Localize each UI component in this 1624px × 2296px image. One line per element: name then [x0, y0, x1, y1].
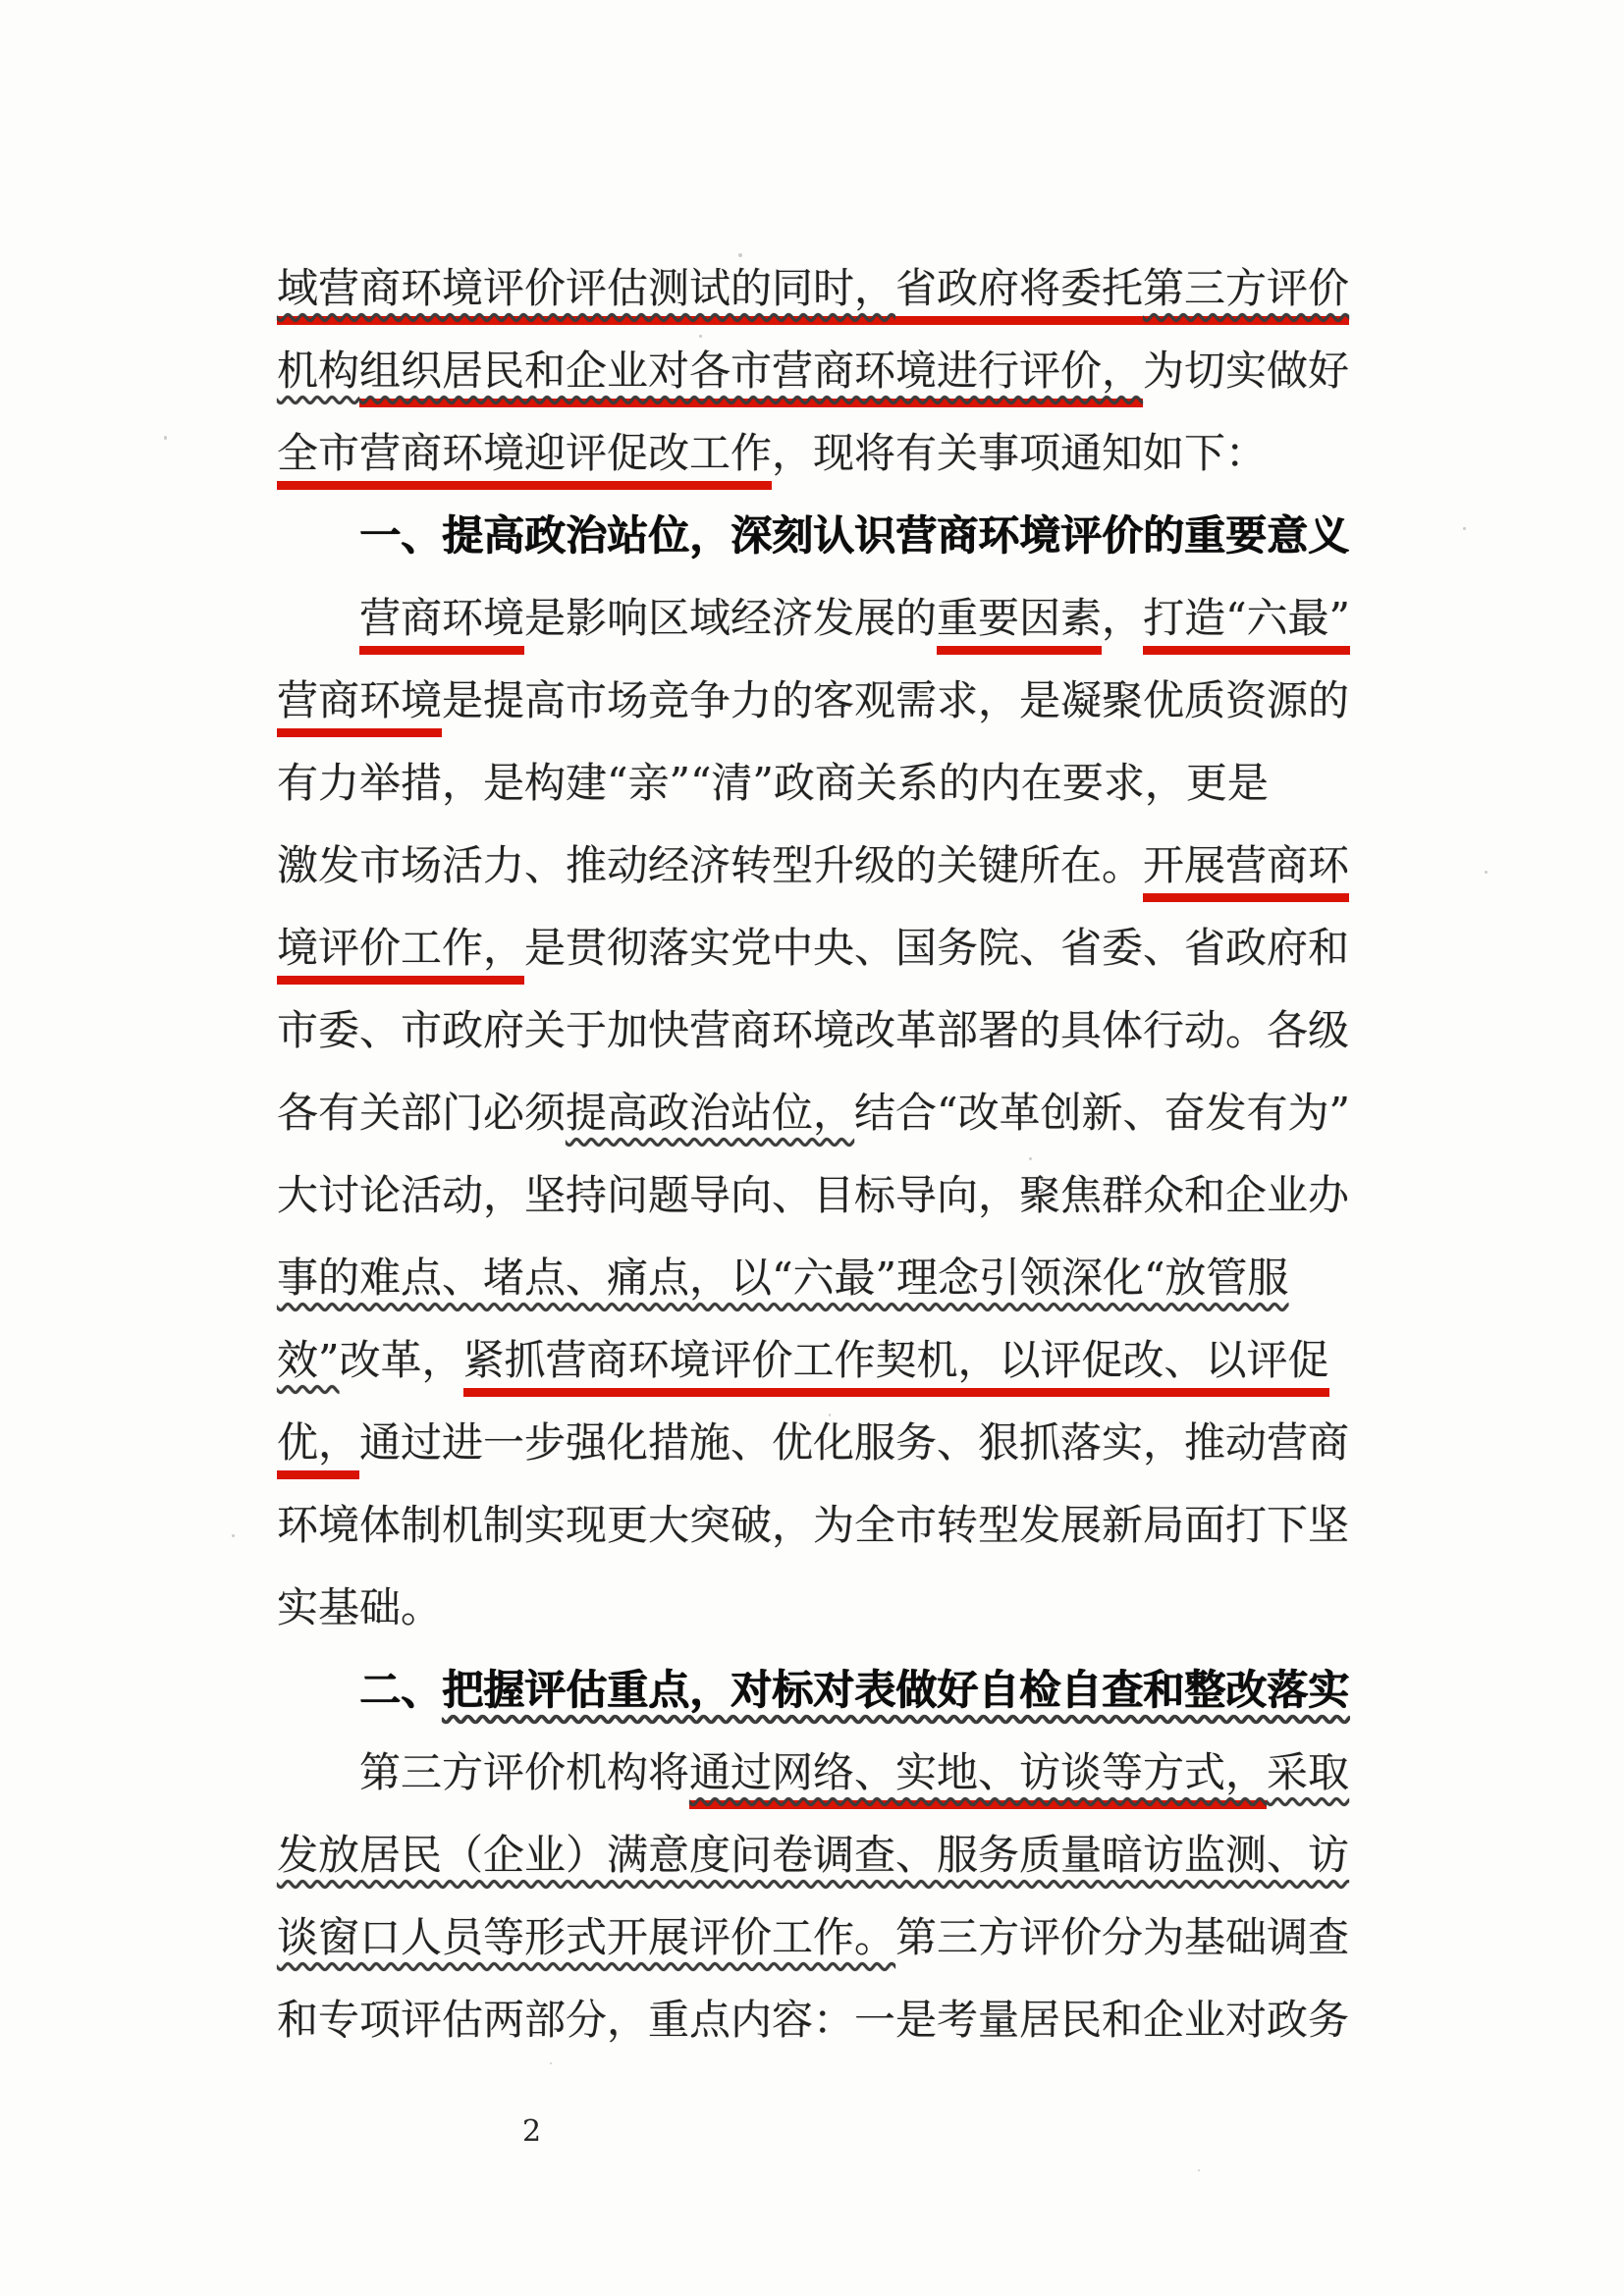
document-line-10 — [277, 989, 1357, 1072]
annotated-text-segment: 效” — [277, 1336, 340, 1384]
text-segment: 通过进一步强化措施、优化服务、狠抓落实，推动营商 — [359, 1418, 1350, 1467]
annotated-text-segment: 事的难点、堵点、痛点，以“六最”理念引领深化“放管服 — [277, 1254, 1289, 1302]
text-segment: 是贯彻落实党中央、国务院、省委、省政府和 — [524, 924, 1350, 972]
annotated-text-segment: 提高政治站位， — [566, 1089, 855, 1137]
document-line-16 — [277, 1484, 1357, 1567]
document-line-20 — [277, 1814, 1357, 1896]
document-line-12 — [277, 1154, 1357, 1237]
text-segment: 第三方评价机构将 — [359, 1748, 690, 1796]
annotated-text-segment: 开展营商环 — [1143, 841, 1349, 902]
document-line-1 — [277, 247, 1357, 330]
document-line-9 — [277, 907, 1357, 989]
document-line-8 — [277, 825, 1357, 907]
scan-speck — [232, 1534, 235, 1537]
page-number: 2 — [522, 2114, 542, 2149]
scan-speck — [1485, 871, 1488, 874]
annotated-text-segment: 机构 — [277, 347, 360, 395]
annotated-text-segment: 谈窗口人员等形式开展评价工作。 — [277, 1913, 896, 1961]
scan-speck — [550, 2062, 552, 2064]
text-segment: 各有关部门必须 — [277, 1089, 567, 1137]
document-line-5 — [277, 577, 1357, 660]
annotated-text-segment: 省政府将委托 — [895, 264, 1143, 325]
text-segment: 环境体制机制实现更大突破，为全市转型发展新局面打下坚 — [277, 1501, 1350, 1549]
annotated-text-segment: 域营商环境评价评估测试的同时， — [277, 264, 895, 325]
annotated-text-segment: 境评价工作， — [277, 924, 524, 985]
document-line-11 — [277, 1072, 1357, 1154]
document-line-14 — [277, 1319, 1357, 1402]
annotated-text-segment: 紧抓营商环境评价工作契机，以评促改、以评促 — [463, 1336, 1329, 1397]
text-segment: 市委、市政府关于加快营商环境改革部署的具体行动。各级 — [277, 1006, 1350, 1054]
annotated-text-segment: 通过网络、实地、访谈等方式， — [689, 1748, 1267, 1809]
document-line-13 — [277, 1237, 1357, 1319]
document-line-6 — [277, 660, 1357, 742]
document-line-17 — [277, 1567, 1357, 1649]
text-segment: 一、提高政治站位，深刻认识营商环境评价的重要意义 — [359, 511, 1350, 560]
document-line-22 — [277, 1979, 1357, 2061]
annotated-text-segment: 优， — [277, 1418, 359, 1479]
annotated-text-segment: 组织居民和企业对各市营商环境进行评价， — [359, 347, 1143, 407]
annotated-text-segment: 全市营商环境迎评促改工作 — [277, 429, 772, 490]
annotated-text-segment: 重要因素 — [937, 594, 1102, 655]
annotated-text-segment: 第三方评价 — [1143, 264, 1349, 325]
heading-line-18 — [277, 1649, 1357, 1732]
document-text-block — [277, 247, 1357, 2061]
text-segment: 是影响区域经济发展的 — [524, 594, 938, 642]
scan-speck — [1198, 2169, 1200, 2171]
text-segment: 实基础。 — [277, 1583, 443, 1631]
scan-speck — [1463, 527, 1466, 530]
document-line-2 — [277, 330, 1357, 412]
document-line-3 — [277, 412, 1357, 495]
text-segment: ， — [1102, 594, 1144, 642]
annotated-text-segment: 发放居民（企业）满意度问卷调查、服务质量暗访监测、访 — [277, 1831, 1350, 1879]
heading-line-4 — [277, 495, 1357, 577]
text-segment: 大讨论活动，坚持问题导向、目标导向，聚焦群众和企业办 — [277, 1171, 1350, 1219]
text-segment: 是提高市场竞争力的客观需求，是凝聚优质资源的 — [442, 676, 1350, 724]
text-segment: 改革， — [339, 1336, 463, 1384]
text-segment: 第三方评价分为基础调查 — [895, 1913, 1350, 1961]
document-line-21 — [277, 1896, 1357, 1979]
annotated-text-segment: 把握评估重点，对标对表做好自检自查和整改落实 — [442, 1666, 1350, 1714]
text-segment: 为切实做好 — [1143, 347, 1350, 395]
annotated-text-segment: 营商环境 — [359, 594, 524, 655]
text-segment: ，现将有关事项通知如下： — [772, 429, 1268, 477]
annotated-text-segment: 打造“六最” — [1143, 594, 1350, 655]
text-segment: 和专项评估两部分，重点内容：一是考量居民和企业对政务 — [277, 1996, 1350, 2044]
document-line-19 — [277, 1732, 1357, 1814]
text-segment: 有力举措，是构建“亲”“清”政商关系的内在要求，更是 — [277, 759, 1269, 807]
scan-speck — [164, 436, 167, 440]
document-line-7 — [277, 742, 1357, 825]
text-segment: 结合“改革创新、奋发有为” — [854, 1089, 1350, 1137]
document-line-15 — [277, 1402, 1357, 1484]
text-segment: 激发市场活力、推动经济转型升级的关键所在。 — [277, 841, 1144, 889]
annotated-text-segment: 采取 — [1267, 1748, 1350, 1796]
annotated-text-segment: 营商环境 — [277, 676, 442, 737]
text-segment: 二、 — [359, 1666, 443, 1714]
